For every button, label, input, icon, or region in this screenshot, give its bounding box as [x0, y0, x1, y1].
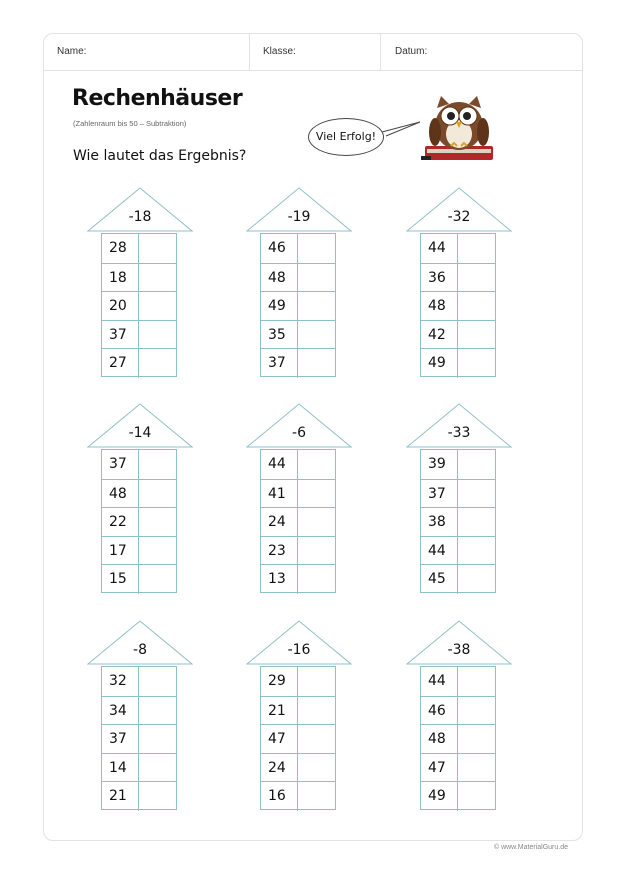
- table-row: [421, 320, 495, 350]
- owl-on-book-icon: [419, 94, 497, 164]
- start-number: 36: [421, 264, 458, 293]
- house-table: [420, 666, 496, 810]
- answer-cell[interactable]: [458, 292, 495, 321]
- answer-cell[interactable]: [298, 782, 335, 811]
- start-number: 39: [421, 450, 458, 479]
- rechenhaus: [406, 186, 512, 376]
- table-row: [102, 263, 176, 293]
- table-row: [102, 234, 176, 263]
- house-operation: -8: [133, 642, 147, 658]
- rechenhaus: [87, 402, 193, 592]
- answer-cell[interactable]: [298, 480, 335, 509]
- start-number: 15: [102, 565, 139, 594]
- house-operation: -16: [287, 642, 311, 658]
- copyright-footer: © www.MaterialGuru.de: [493, 844, 568, 851]
- table-row: [421, 507, 495, 537]
- table-row: [261, 696, 335, 726]
- start-number: 44: [421, 537, 458, 566]
- table-row: [102, 564, 176, 594]
- start-number: 24: [261, 754, 298, 783]
- table-row: [261, 234, 335, 263]
- answer-cell[interactable]: [139, 667, 176, 696]
- start-number: 21: [102, 782, 139, 811]
- house-operation: -38: [447, 642, 471, 658]
- start-number: 48: [421, 292, 458, 321]
- answer-cell[interactable]: [139, 234, 176, 263]
- table-row: [102, 781, 176, 811]
- page-title: Rechenhäuser: [72, 86, 243, 111]
- start-number: 22: [102, 508, 139, 537]
- start-number: 49: [421, 349, 458, 378]
- answer-cell[interactable]: [298, 667, 335, 696]
- start-number: 46: [261, 234, 298, 263]
- answer-cell[interactable]: [139, 697, 176, 726]
- header-bar: [44, 34, 582, 71]
- table-row: [421, 536, 495, 566]
- table-row: [102, 724, 176, 754]
- rechenhaus: [87, 186, 193, 376]
- start-number: 44: [261, 450, 298, 479]
- answer-cell[interactable]: [298, 234, 335, 263]
- table-row: [421, 450, 495, 479]
- table-row: [102, 320, 176, 350]
- start-number: 46: [421, 697, 458, 726]
- table-row: [421, 753, 495, 783]
- answer-cell[interactable]: [298, 725, 335, 754]
- table-row: [261, 479, 335, 509]
- start-number: 49: [421, 782, 458, 811]
- date-label: Datum:: [395, 46, 428, 57]
- start-number: 35: [261, 321, 298, 350]
- table-row: [421, 479, 495, 509]
- answer-cell[interactable]: [458, 508, 495, 537]
- answer-cell[interactable]: [458, 321, 495, 350]
- rechenhaus: [406, 402, 512, 592]
- house-table: [260, 449, 336, 593]
- start-number: 17: [102, 537, 139, 566]
- start-number: 13: [261, 565, 298, 594]
- answer-cell[interactable]: [139, 321, 176, 350]
- table-row: [421, 291, 495, 321]
- answer-cell[interactable]: [458, 782, 495, 811]
- house-table: [101, 233, 177, 377]
- start-number: 49: [261, 292, 298, 321]
- rechenhaus: [246, 402, 352, 592]
- header-divider: [249, 34, 250, 70]
- house-operation: -33: [447, 425, 471, 441]
- start-number: 38: [421, 508, 458, 537]
- answer-cell[interactable]: [298, 450, 335, 479]
- table-row: [261, 348, 335, 378]
- start-number: 29: [261, 667, 298, 696]
- table-row: [261, 536, 335, 566]
- table-row: [261, 564, 335, 594]
- house-table: [260, 666, 336, 810]
- answer-cell[interactable]: [458, 349, 495, 378]
- answer-cell[interactable]: [139, 782, 176, 811]
- house-table: [420, 449, 496, 593]
- start-number: 34: [102, 697, 139, 726]
- house-table: [101, 666, 177, 810]
- page-subtitle: (Zahlenraum bis 50 – Subtraktion): [73, 119, 187, 128]
- start-number: 37: [102, 450, 139, 479]
- start-number: 32: [102, 667, 139, 696]
- start-number: 47: [421, 754, 458, 783]
- start-number: 14: [102, 754, 139, 783]
- answer-cell[interactable]: [139, 725, 176, 754]
- table-row: [261, 667, 335, 696]
- answer-cell[interactable]: [458, 754, 495, 783]
- start-number: 44: [421, 234, 458, 263]
- house-operation: -32: [447, 209, 471, 225]
- start-number: 28: [102, 234, 139, 263]
- answer-cell[interactable]: [458, 667, 495, 696]
- table-row: [102, 696, 176, 726]
- start-number: 48: [421, 725, 458, 754]
- house-operation: -6: [292, 425, 306, 441]
- bubble-tail: [380, 118, 424, 138]
- table-row: [421, 724, 495, 754]
- table-row: [102, 536, 176, 566]
- table-row: [102, 291, 176, 321]
- table-row: [421, 667, 495, 696]
- table-row: [421, 696, 495, 726]
- answer-cell[interactable]: [458, 725, 495, 754]
- start-number: 37: [102, 321, 139, 350]
- answer-cell[interactable]: [139, 537, 176, 566]
- answer-cell[interactable]: [139, 292, 176, 321]
- start-number: 44: [421, 667, 458, 696]
- header-divider: [380, 34, 381, 70]
- answer-cell[interactable]: [139, 450, 176, 479]
- table-row: [102, 667, 176, 696]
- start-number: 37: [421, 480, 458, 509]
- start-number: 18: [102, 264, 139, 293]
- answer-cell[interactable]: [139, 480, 176, 509]
- answer-cell[interactable]: [298, 565, 335, 594]
- answer-cell[interactable]: [458, 565, 495, 594]
- start-number: 48: [261, 264, 298, 293]
- table-row: [421, 263, 495, 293]
- table-row: [102, 348, 176, 378]
- answer-cell[interactable]: [139, 264, 176, 293]
- table-row: [421, 234, 495, 263]
- rechenhaus: [406, 619, 512, 809]
- answer-cell[interactable]: [458, 450, 495, 479]
- table-row: [261, 263, 335, 293]
- answer-cell[interactable]: [298, 349, 335, 378]
- answer-cell[interactable]: [458, 264, 495, 293]
- start-number: 45: [421, 565, 458, 594]
- start-number: 42: [421, 321, 458, 350]
- table-row: [261, 724, 335, 754]
- start-number: 41: [261, 480, 298, 509]
- answer-cell[interactable]: [458, 234, 495, 263]
- task-question: Wie lautet das Ergebnis?: [73, 148, 247, 164]
- house-table: [420, 233, 496, 377]
- answer-cell[interactable]: [298, 754, 335, 783]
- start-number: 16: [261, 782, 298, 811]
- answer-cell[interactable]: [139, 349, 176, 378]
- house-table: [101, 449, 177, 593]
- table-row: [261, 291, 335, 321]
- name-label: Name:: [57, 46, 87, 57]
- answer-cell[interactable]: [298, 537, 335, 566]
- rechenhaus: [87, 619, 193, 809]
- answer-cell[interactable]: [458, 480, 495, 509]
- start-number: 47: [261, 725, 298, 754]
- answer-cell[interactable]: [298, 697, 335, 726]
- table-row: [421, 348, 495, 378]
- answer-cell[interactable]: [298, 264, 335, 293]
- table-row: [261, 753, 335, 783]
- start-number: 23: [261, 537, 298, 566]
- house-operation: -14: [128, 425, 152, 441]
- house-operation: -19: [287, 209, 311, 225]
- answer-cell[interactable]: [139, 754, 176, 783]
- start-number: 48: [102, 480, 139, 509]
- house-operation: -18: [128, 209, 152, 225]
- table-row: [102, 507, 176, 537]
- answer-cell[interactable]: [298, 508, 335, 537]
- table-row: [102, 479, 176, 509]
- answer-cell[interactable]: [458, 697, 495, 726]
- rechenhaus: [246, 186, 352, 376]
- table-row: [261, 781, 335, 811]
- table-row: [261, 507, 335, 537]
- answer-cell[interactable]: [139, 565, 176, 594]
- rechenhaus: [246, 619, 352, 809]
- class-label: Klasse:: [263, 46, 296, 57]
- start-number: 37: [261, 349, 298, 378]
- house-table: [260, 233, 336, 377]
- answer-cell[interactable]: [139, 508, 176, 537]
- table-row: [421, 781, 495, 811]
- answer-cell[interactable]: [298, 292, 335, 321]
- answer-cell[interactable]: [458, 537, 495, 566]
- table-row: [102, 450, 176, 479]
- start-number: 37: [102, 725, 139, 754]
- table-row: [102, 753, 176, 783]
- speech-bubble: Viel Erfolg!: [308, 118, 384, 156]
- answer-cell[interactable]: [298, 321, 335, 350]
- table-row: [421, 564, 495, 594]
- table-row: [261, 320, 335, 350]
- start-number: 21: [261, 697, 298, 726]
- start-number: 27: [102, 349, 139, 378]
- table-row: [261, 450, 335, 479]
- start-number: 24: [261, 508, 298, 537]
- start-number: 20: [102, 292, 139, 321]
